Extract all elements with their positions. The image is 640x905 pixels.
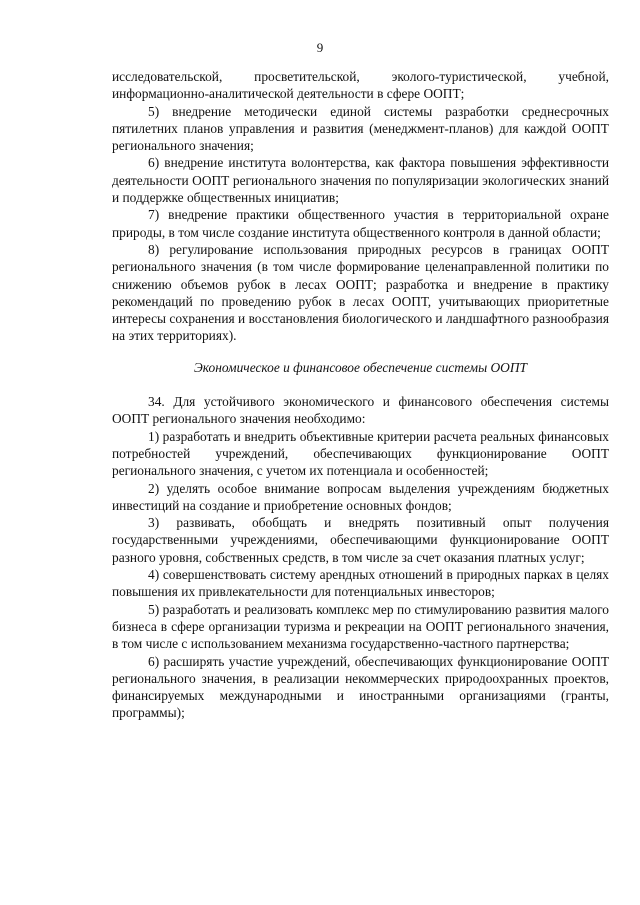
clause-34-item-4: 4) совершенствовать систему арендных отношений в природных парках в целях повышения их привлекательности для потенциальных инвесторов; [112,567,609,600]
list-item-6-volunteering: 6) внедрение института волонтерства, как фактора повышения эффективности деятельности ООПТ регионального значения по популяризации экологических знаний и поддержке общественных инициатив; [112,155,609,206]
clause-34-item-1: 1) разработать и внедрить объективные критерии расчета реальных финансовых потребностей учреждений, обеспечивающих функционирование ООПТ регионального значения, с учетом их потенциала и особенностей; [112,428,609,479]
clause-34-item-3: 3) развивать, обобщать и внедрять позитивный опыт получения государственными учреждениями, обеспечивающими функционирование ООПТ разного уровня, собственных средств, в том числе за счет оказания платных услуг; [112,515,609,565]
clause-34-item-6: 6) расширять участие учреждений, обеспечивающих функционирование ООПТ регионального значения, в реализации некоммерческих природоохранных проектов, финансируемых международными и иностранными организациями (гранты, программы); [112,653,609,721]
clause-34-item-2: 2) уделять особое внимание вопросам выделения учреждениям бюджетных инвестиций на создание и приобретение основных фондов; [112,480,609,513]
list-item-7-public-participation: 7) внедрение практики общественного участия в территориальной охране природы, в том числе создание института общественного контроля в данной области; [112,207,609,240]
paragraph-continuation: исследовательской, просветительской, эколого-туристической, учебной, информационно-аналитической деятельности в сфере ООПТ; [112,69,609,102]
list-item-8-resource-regulation: 8) регулирование использования природных ресурсов в границах ООПТ регионального значения (в том числе формирование целенаправленной политики по снижению объемов рубок в лесах ООПТ; разработка и внедрение в практику рекомендаций по проведению рубок в лесах ООПТ, учитывающих приоритетные интересы сохранения и восстановления биологического и ландшафтного разнообразия на этих территориях). [112,241,609,344]
document-body [112,68,609,722]
clause-34-item-5: 5) разработать и реализовать комплекс мер по стимулированию развития малого бизнеса в сфере организации туризма и рекреации на ООПТ регионального значения, в том числе с использованием механизма государственно-частного партнерства; [112,601,609,652]
page-number: 9 [316,40,324,55]
section-heading: Экономическое и финансовое обеспечение системы ООПТ [194,359,527,375]
list-item-5-methodical-plans: 5) внедрение методически единой системы разработки среднесрочных пятилетних планов управления и развития (менеджмент-планов) для каждой ООПТ регионального значения; [112,103,609,154]
clause-34-intro: 34. Для устойчивого экономического и финансового обеспечения системы ООПТ регионального значения необходимо: [112,394,609,427]
